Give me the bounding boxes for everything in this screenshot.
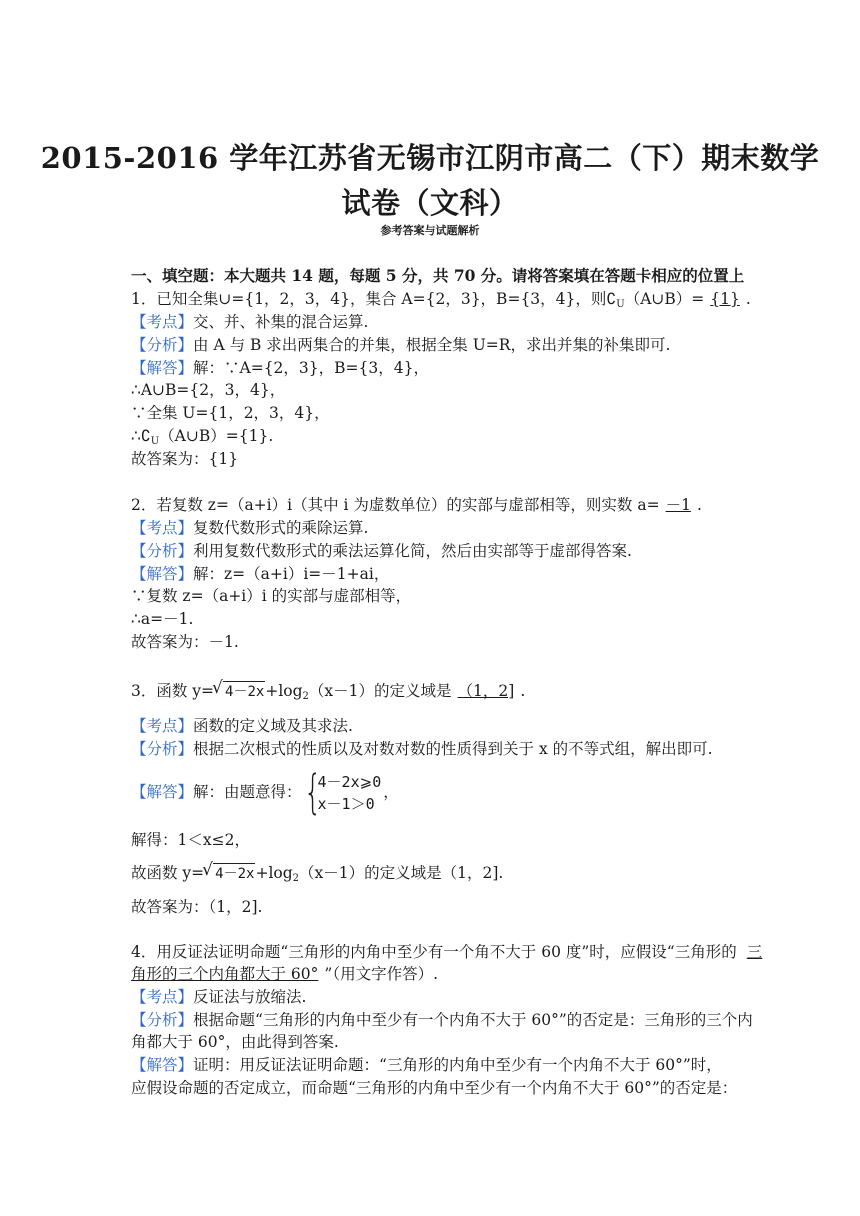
q3-kaodian: 【考点】函数的定义域及其求法. bbox=[131, 717, 353, 735]
q2-step2: ∴a=－1. bbox=[131, 610, 194, 628]
q4-fenxi-cont: 角都大于 60°，由此得到答案. bbox=[131, 1033, 339, 1051]
q3-answer: （1，2] bbox=[457, 682, 515, 700]
q2-answer: －1 bbox=[665, 496, 691, 514]
q2-kaodian: 【考点】复数代数形式的乘除运算. bbox=[131, 519, 369, 537]
doc-title-line2: 试卷（文科） bbox=[341, 186, 519, 220]
q1-fenxi: 【分析】由 A 与 B 求出两集合的并集，根据全集 U=R，求出并集的补集即可. bbox=[131, 336, 671, 354]
q4-stem-line1: 4．用反证法证明命题“三角形的内角中至少有一个角不大于 60 度”时，应假设“三角形的 三 bbox=[131, 943, 763, 961]
q4-stem-line2: 角形的三个内角都大于 60° ”（用文字作答）. bbox=[131, 965, 439, 983]
q2-step1: ∵复数 z=（a+i）i 的实部与虚部相等， bbox=[131, 587, 412, 605]
q2-jieda: 【解答】解：z=（a+i）i=－1+ai， bbox=[131, 565, 390, 583]
q3-stem: 3．函数 y=√ $4-2x+\log_2(x-1)$的定义域是 （1，2] . bbox=[131, 681, 525, 707]
q1-jieda: 【解答】解：∵A={2，3}，B={3，4}， bbox=[131, 359, 429, 377]
q2-stem: 2．若复数 z=（a+i）i（其中 i 为虚数单位）的实部与虚部相等，则实数 a= －1 . bbox=[131, 496, 702, 514]
doc-subtitle: 参考答案与试题解析 bbox=[380, 224, 480, 237]
q4-fenxi: 【分析】根据命题“三角形的内角中至少有一个内角不大于 60°”的否定是：三角形的三个内 bbox=[131, 1011, 753, 1029]
q4-step1: 应假设命题的否定成立，而命题“三角形的内角中至少有一个内角不大于 60°”的否定是： bbox=[131, 1079, 738, 1097]
inequality-system: { 4－2x⩾0 x－1＞0 bbox=[303, 765, 382, 819]
q4-jieda: 【解答】证明：用反证法证明命题：“三角形的内角中至少有一个内角不大于 60°”时， bbox=[131, 1056, 722, 1074]
q3-step1: 解得：1＜x≤2， bbox=[131, 831, 250, 849]
q3-step2: 故函数 y=√ $4-2x+\log_2(x-1)$的定义域是（1，2]. bbox=[131, 863, 503, 889]
q2-final: 故答案为：－1. bbox=[131, 633, 239, 651]
q1-step2: ∵全集 U={1，2，3，4}， bbox=[131, 404, 330, 422]
q4-kaodian: 【考点】反证法与放缩法. bbox=[131, 988, 307, 1006]
q1-answer: {1} bbox=[710, 290, 740, 308]
q4-answer: 角形的三个内角都大于 60° bbox=[131, 965, 319, 983]
doc-title-line1: 2015-2016 学年江苏省无锡市江阴市高二（下）期末数学 bbox=[40, 141, 820, 175]
q1-stem: 1．已知全集∪={1，2，3，4}，集合 A={2，3}，B={3，4}，则$∁_U(A\cup B)= \{1\}$ . bbox=[131, 290, 751, 310]
q1-final: 故答案为：{1} bbox=[131, 450, 239, 468]
q1-step3: $\therefore∁_U(A\cup B)=\{1\}$. bbox=[131, 427, 274, 447]
q1-kaodian: 【考点】交、并、补集的混合运算. bbox=[131, 313, 369, 331]
q1-step1: ∴A∪B={2，3，4}， bbox=[131, 381, 286, 399]
section-heading: 一、填空题：本大题共 14 题，每题 5 分，共 70 分。请将答案填在答题卡相应的位置上 bbox=[131, 266, 745, 285]
q3-final: 故答案为：（1，2]. bbox=[131, 898, 263, 916]
q3-jieda: 【解答】解：由题意得： { 4－2x⩾0 x－1＞0 ， bbox=[131, 765, 399, 819]
q2-fenxi: 【分析】利用复数代数形式的乘法运算化简，然后由实部等于虚部得答案. bbox=[131, 542, 632, 560]
sqrt-radical: √ 4－2x bbox=[223, 681, 265, 702]
q3-fenxi: 【分析】根据二次根式的性质以及对数对数的性质得到关于 x 的不等式组，解出即可. bbox=[131, 740, 713, 758]
